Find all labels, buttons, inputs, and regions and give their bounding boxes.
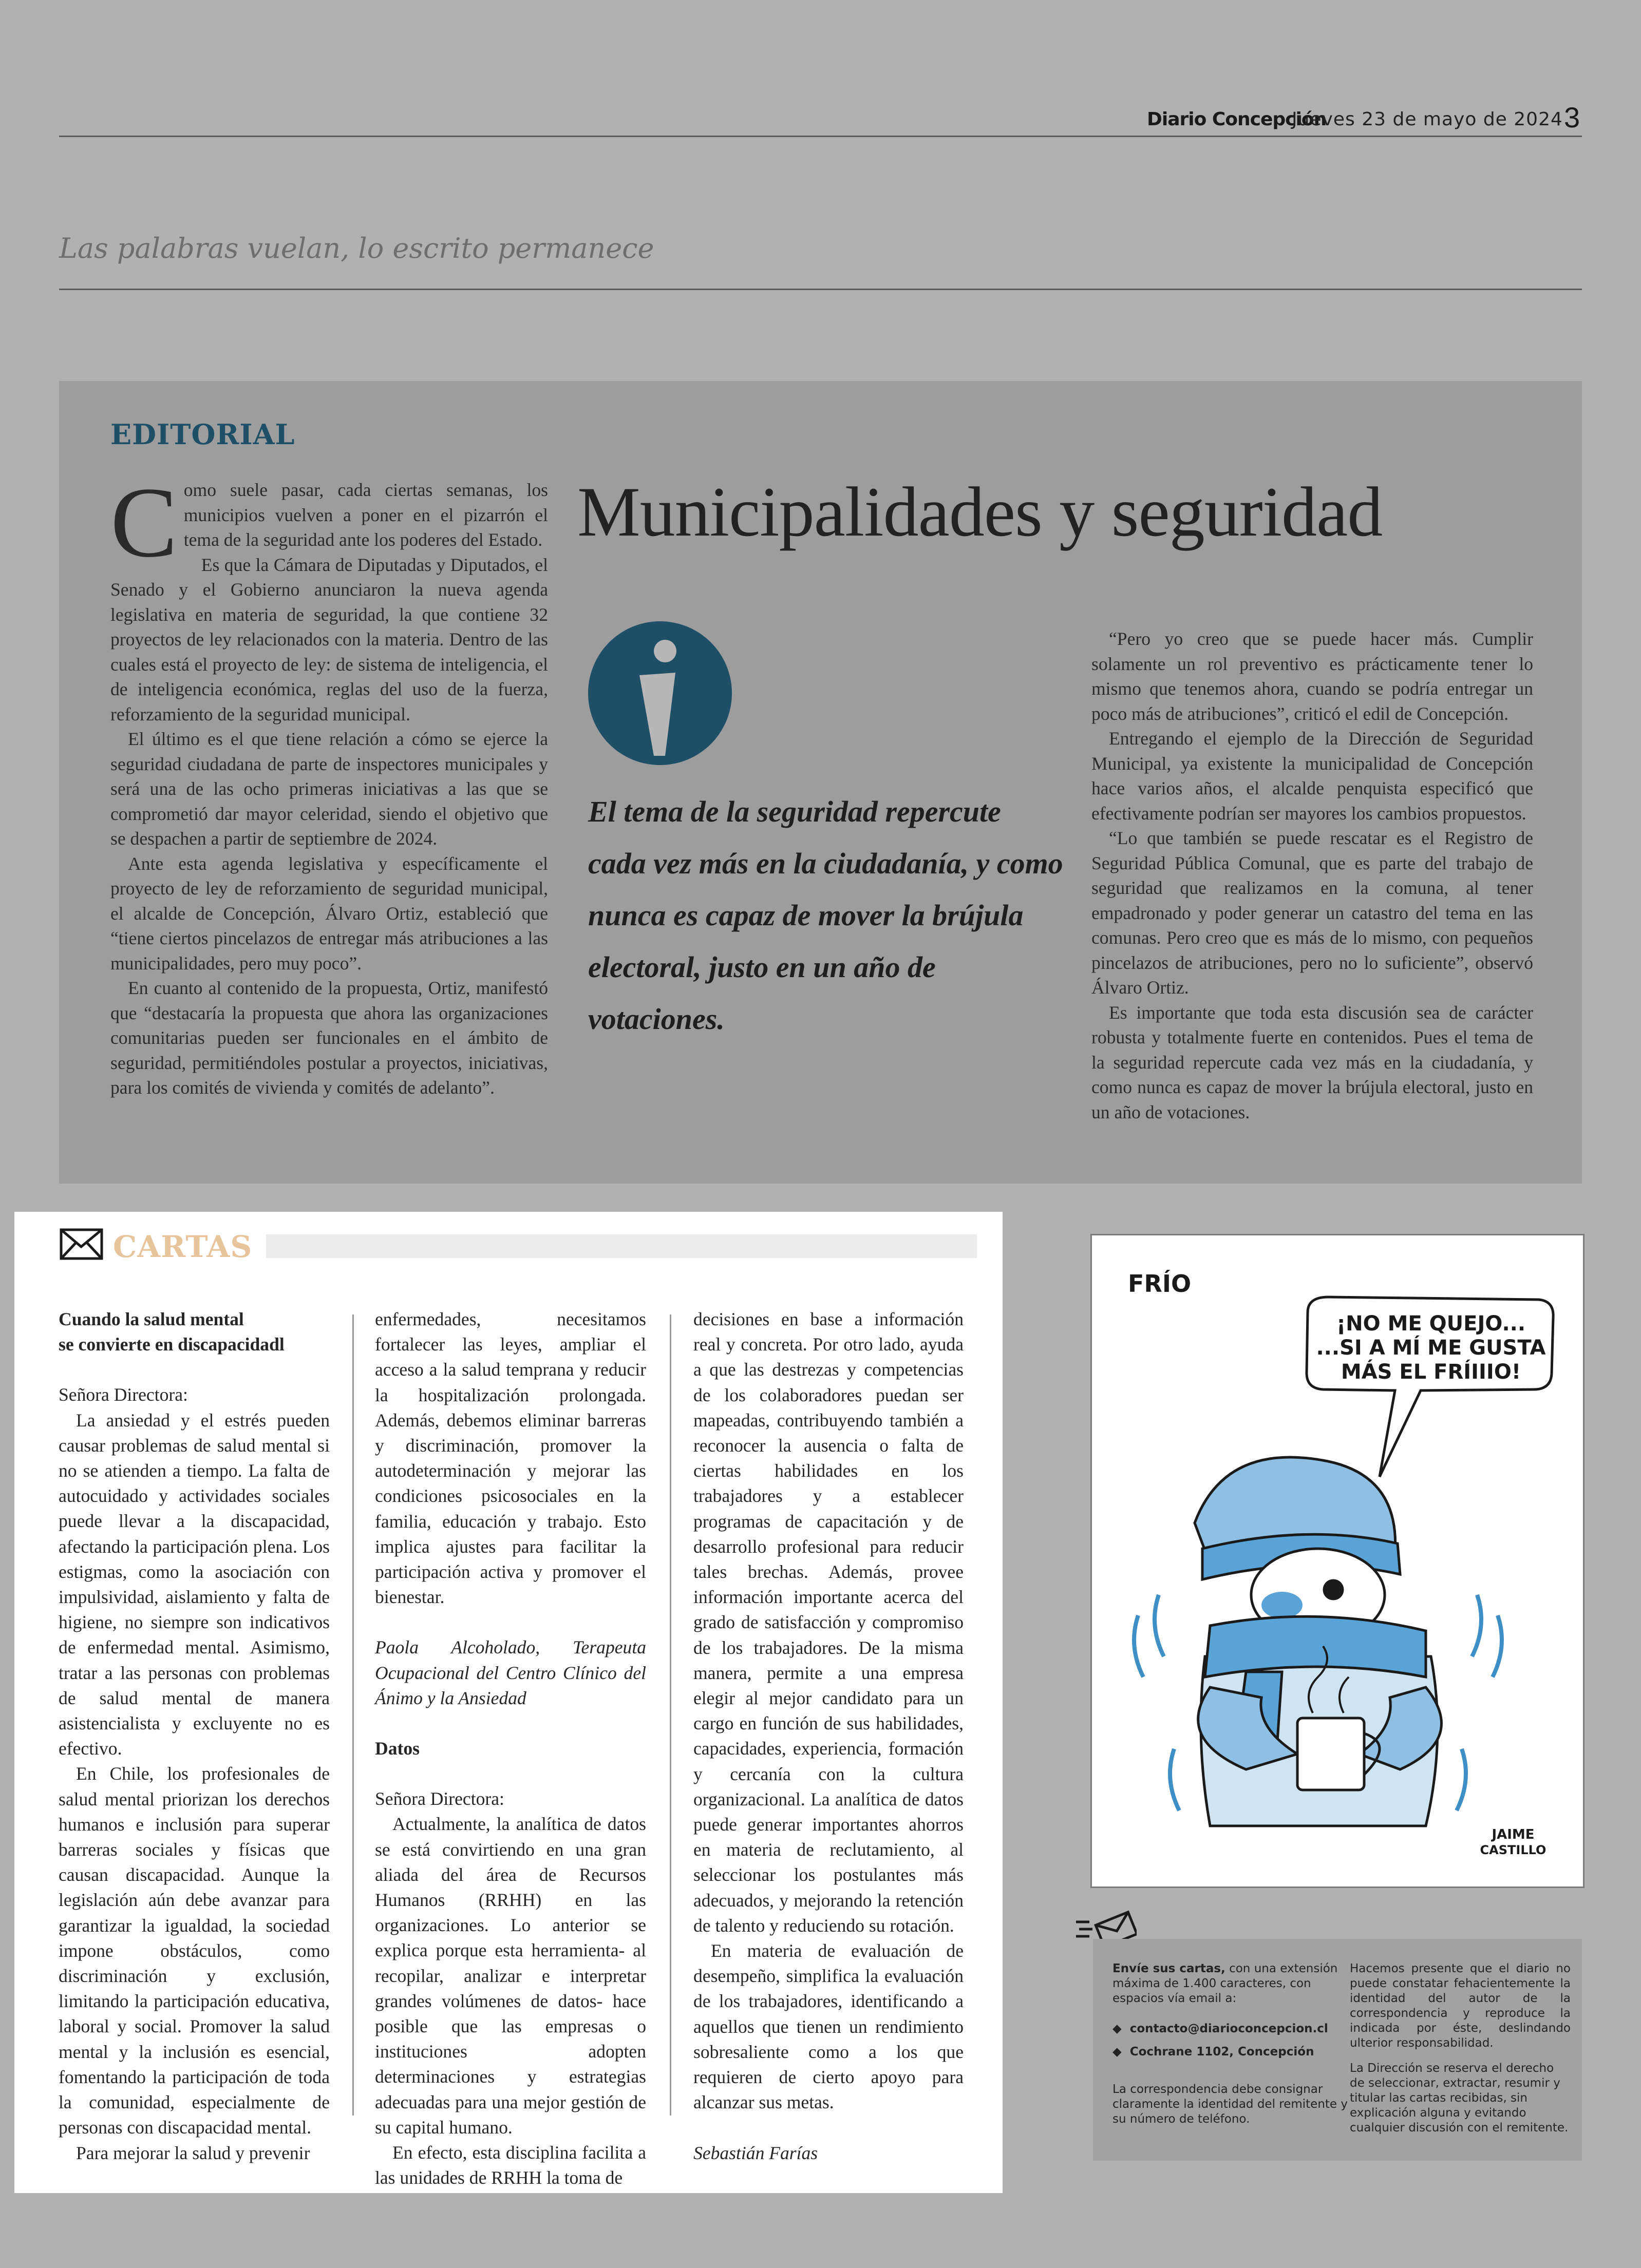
- bubble-line: ¡NO ME QUEJO...: [1336, 1312, 1526, 1336]
- envelope-icon: [60, 1228, 103, 1260]
- editorial-paragraph: “Pero yo creo que se puede hacer más. Cumplir solamente un rol preventivo es prácticamente tener lo mismo que tenemos ahora, cuando se podría entregar un poco más de atribuciones”, criticó el edil de Concepción.: [1091, 628, 1533, 724]
- editorial-paragraph: Es que la Cámara de Diputadas y Diputados, el Senado y el Gobierno anunciaron la nueva agenda legislativa en materia de seguridad, la que contiene 32 proyectos de ley relacionados con la materia. Dentro de las cuales está el proyecto de ley: de sistema de inteligencia, el de inteligencia económica, reglas del uso de la fuerza, reforzamiento de la seguridad municipal.: [110, 554, 548, 725]
- letter-title: [59, 1307, 330, 1357]
- title-bar: [266, 1234, 977, 1258]
- letter-paragraph: La ansiedad y el estrés pueden causar problemas de salud mental si no se atienden a tiempo. La falta de autocuidado y actividades sociales puede llevar a la discapacidad, afectando la participación plena. Los estigmas, como la asociación con impulsividad, aislamiento y falta de higiene, no siempre son indicativos de enfermedad mental. Asimismo, tratar a las personas con problemas de salud mental de manera asistencialista y excluyente no es efectivo.: [59, 1409, 330, 1759]
- editorial-section: [59, 381, 1582, 1184]
- drop-cap: C: [110, 467, 178, 578]
- letters-title: CARTAS: [113, 1229, 253, 1264]
- submission-lead: Envíe sus cartas,: [1112, 1962, 1225, 1975]
- letter-paragraph: enfermedades, necesitamos fortalecer las leyes, ampliar el acceso a la salud temprana y reducir la hospitalización prolongada. Además, debemos eliminar barreras y discriminación, promover la autodeterminación y mejorar las condiciones psicosociales en la familia, educación y trabajo. Esto implica ajustes para facilitar la participación activa y promover el bienestar.: [375, 1309, 646, 1608]
- column-divider: [352, 1314, 354, 2115]
- editorial-paragraph: Ante esta agenda legislativa y específicamente el proyecto de ley de reforzamiento de seguridad municipal, el alcalde de Concepción, Álvaro Ortiz, estableció que “tiene ciertos pincelazos de entregar más atribuciones a las municipalidades, pero muy poco”.: [110, 853, 548, 974]
- submission-instructions: [1112, 1961, 1349, 2127]
- editorial-paragraph: El último es el que tiene relación a cómo se ejerce la seguridad ciudadana de parte de inspectores municipales y será una de las ocho primeras iniciativas a las que se comprometió dar mayor celeridad, siendo el objetivo que se despachen a partir de septiembre de 2024.: [110, 729, 548, 849]
- letters-column-2: [375, 1307, 646, 2191]
- letters-column-3: [693, 1307, 964, 2166]
- contact-address: ◆ Cochrane 1102, Concepción: [1112, 2045, 1314, 2059]
- letter-paragraph: Actualmente, la analítica de datos se está convirtiendo en una gran aliada del área de Recursos Humanos (RRHH) en las organizaciones. Lo anterior se explica porque esta herramienta- al recopilar, analizar e interpretar grandes volúmenes de datos- hace posible que las empresas o instituciones adopten determinaciones y estrategias adecuadas para una mejor gestión de su capital humano.: [375, 1814, 646, 2138]
- header-rule: [59, 136, 1582, 137]
- editorial-paragraph: Entregando el ejemplo de la Dirección de Seguridad Municipal, ya existente la municipalidad de Concepción hace varios años, el alcalde penquista especificó que efectivamente podrían ser mayores los cambios propuestos.: [1091, 728, 1533, 824]
- disclaimer-paragraph: La Dirección se reserva el derecho de seleccionar, extractar, resumir y titular las cartas recibidas, sin explicación alguna y evitando cualquier discusión con el remitente.: [1350, 2062, 1569, 2134]
- address-text: Cochrane 1102, Concepción: [1129, 2045, 1314, 2059]
- letter-salutation: Señora Directora:: [59, 1384, 188, 1405]
- letter-title-line: se convierte en discapacidadl: [59, 1334, 285, 1355]
- letters-section: [14, 1212, 1003, 2193]
- letter-title-line: Cuando la salud mental: [59, 1309, 244, 1329]
- disclaimer-paragraph: Hacemos presente que el diario no puede constatar fehacientemente la identidad del autor de la correspondencia y reproduce la indicada por éste, deslindando ulterior responsabilidad.: [1350, 1962, 1571, 2050]
- editorial-headline: Municipalidades y seguridad: [577, 472, 1383, 551]
- freezing-character: [1195, 1457, 1441, 1826]
- pull-quote: El tema de la seguridad repercute cada vez más en la ciudadanía, y como nunca es capaz de mover la brújula electoral, justo en un año de votaciones.: [588, 795, 1063, 1036]
- letter-paragraph: En materia de evaluación de desempeño, simplifica la evaluación de los trabajadores, identificando a aquellos que tienen un rendimiento sobresaliente como a los que requieren de cierto apoyo para alcanzar sus metas.: [693, 1940, 964, 2113]
- letter-paragraph: En Chile, los profesionales de salud mental priorizan los derechos humanos e inclusión para superar barreras sociales y físicas que causan discapacidad. Aunque la legislación aún debe avanzar para garantizar la igualdad, la sociedad impone obstáculos, como discriminación y exclusión, limitando la participación educativa, laboral y social. Promover la salud mental y la inclusión es esencial, fomentando la participación de toda la comunidad, especialmente de personas con discapacidad mental.: [59, 1763, 330, 2138]
- info-icon: [588, 621, 732, 765]
- contact-email[interactable]: ◆ contacto@diarioconcepcion.cl: [1112, 2022, 1328, 2035]
- motto-rule: [59, 289, 1582, 290]
- editorial-paragraph: “Lo que también se puede rescatar es el Registro de Seguridad Pública Comunal, que es parte del trabajo de seguridad que realizamos en la comuna, al tener empadronado y poder generar un catastro del tema en las comunas. Pero creo que es más de lo mismo, con pequeños pincelazos de atribuciones, pero no lo suficiente”, observó Álvaro Ortiz.: [1091, 828, 1533, 998]
- letter-salutation: Señora Directora:: [375, 1788, 504, 1809]
- editorial-paragraph: Es importante que toda esta discusión sea de carácter robusta y totalmente fuerte en contenidos. Pues el tema de la seguridad repercute cada vez más en la ciudadanía, y como nunca es capaz de mover la brújula electoral, justo en un año de votaciones.: [1091, 1002, 1533, 1122]
- editorial-paragraph: En cuanto al contenido de la propuesta, Ortiz, manifestó que “destacaría la propuesta que ahora las organizaciones comunitarias pueden ser funcionales en el ámbito de seguridad, permitiéndoles postular a proyectos, iniciativas, para los comités de vivienda y comités de adelanto”.: [110, 978, 548, 1098]
- letter-signature: Paola Alcoholado, Terapeuta Ocupacional del Centro Clínico del Ánimo y la Ansiedad: [375, 1637, 646, 1708]
- submission-note: La correspondencia debe consignar claramente la identidad del remitente y su número de teléfono.: [1112, 2083, 1348, 2126]
- cartoon-drawing: [1092, 1235, 1583, 1886]
- letters-column-1: [59, 1307, 330, 2166]
- artist-signature: JAIME: [1492, 1827, 1535, 1842]
- submission-lead-rest: con una extensión máxima de 1.400 caracteres, con espacios vía email a:: [1112, 1962, 1338, 2005]
- artist-signature: CASTILLO: [1480, 1843, 1546, 1857]
- cartoon-title: FRÍO: [1128, 1270, 1192, 1298]
- letter-signature: Sebastián Farías: [693, 2142, 818, 2163]
- letter-paragraph: decisiones en base a información real y concreta. Por otro lado, ayuda a que las destrezas y competencias de los colaboradores puedan ser mapeadas, contribuyendo también a reconocer la ausencia o falta de ciertas habilidades en los trabajadores y a establecer programas de capacitación y de desarrollo profesional para reducir tales brechas. Además, provee información importante acerca del grado de satisfacción y compromiso de los trabajadores. De la misma manera, permite a una empresa elegir al mejor candidato para un cargo en función de sus habilidades, capacidades, experiencia, formación y cercanía con la cultura organizacional. La analítica de datos puede generar importantes ahorros en materia de reclutamiento, al seleccionar los postulantes más adecuados, y mejorando la retención de talento y reduciendo su rotación.: [693, 1309, 964, 1936]
- letter-paragraph: Para mejorar la salud y prevenir: [76, 2142, 310, 2163]
- editorial-paragraph: omo suele pasar, cada ciertas semanas, los municipios vuelven a poner en el pizarrón el tema de la seguridad ante los poderes del Estado.: [183, 480, 548, 550]
- column-divider: [670, 1314, 671, 2115]
- letter-title: Datos: [375, 1738, 420, 1759]
- page-number: 3: [1564, 101, 1580, 134]
- section-motto: Las palabras vuelan, lo escrito permanece: [59, 232, 654, 264]
- bubble-line: ...SI A MÍ ME GUSTA: [1316, 1336, 1546, 1360]
- issue-date: Jueves 23 de mayo de 2024: [1292, 109, 1563, 130]
- editorial-disclaimer: [1350, 1961, 1571, 2136]
- editorial-kicker: EDITORIAL: [110, 418, 295, 451]
- editorial-column-1: [110, 467, 548, 1100]
- submission-info-box: [1093, 1939, 1582, 2161]
- cartoon-panel: [1090, 1234, 1585, 1888]
- bubble-line: MÁS EL FRÍIIIO!: [1341, 1360, 1521, 1384]
- letter-paragraph: En efecto, esta disciplina facilita a las unidades de RRHH la toma de: [375, 2142, 646, 2188]
- email-text[interactable]: contacto@diarioconcepcion.cl: [1129, 2022, 1328, 2035]
- newspaper-brand: Diario Concepción: [1147, 109, 1327, 130]
- editorial-column-3: [1091, 626, 1533, 1125]
